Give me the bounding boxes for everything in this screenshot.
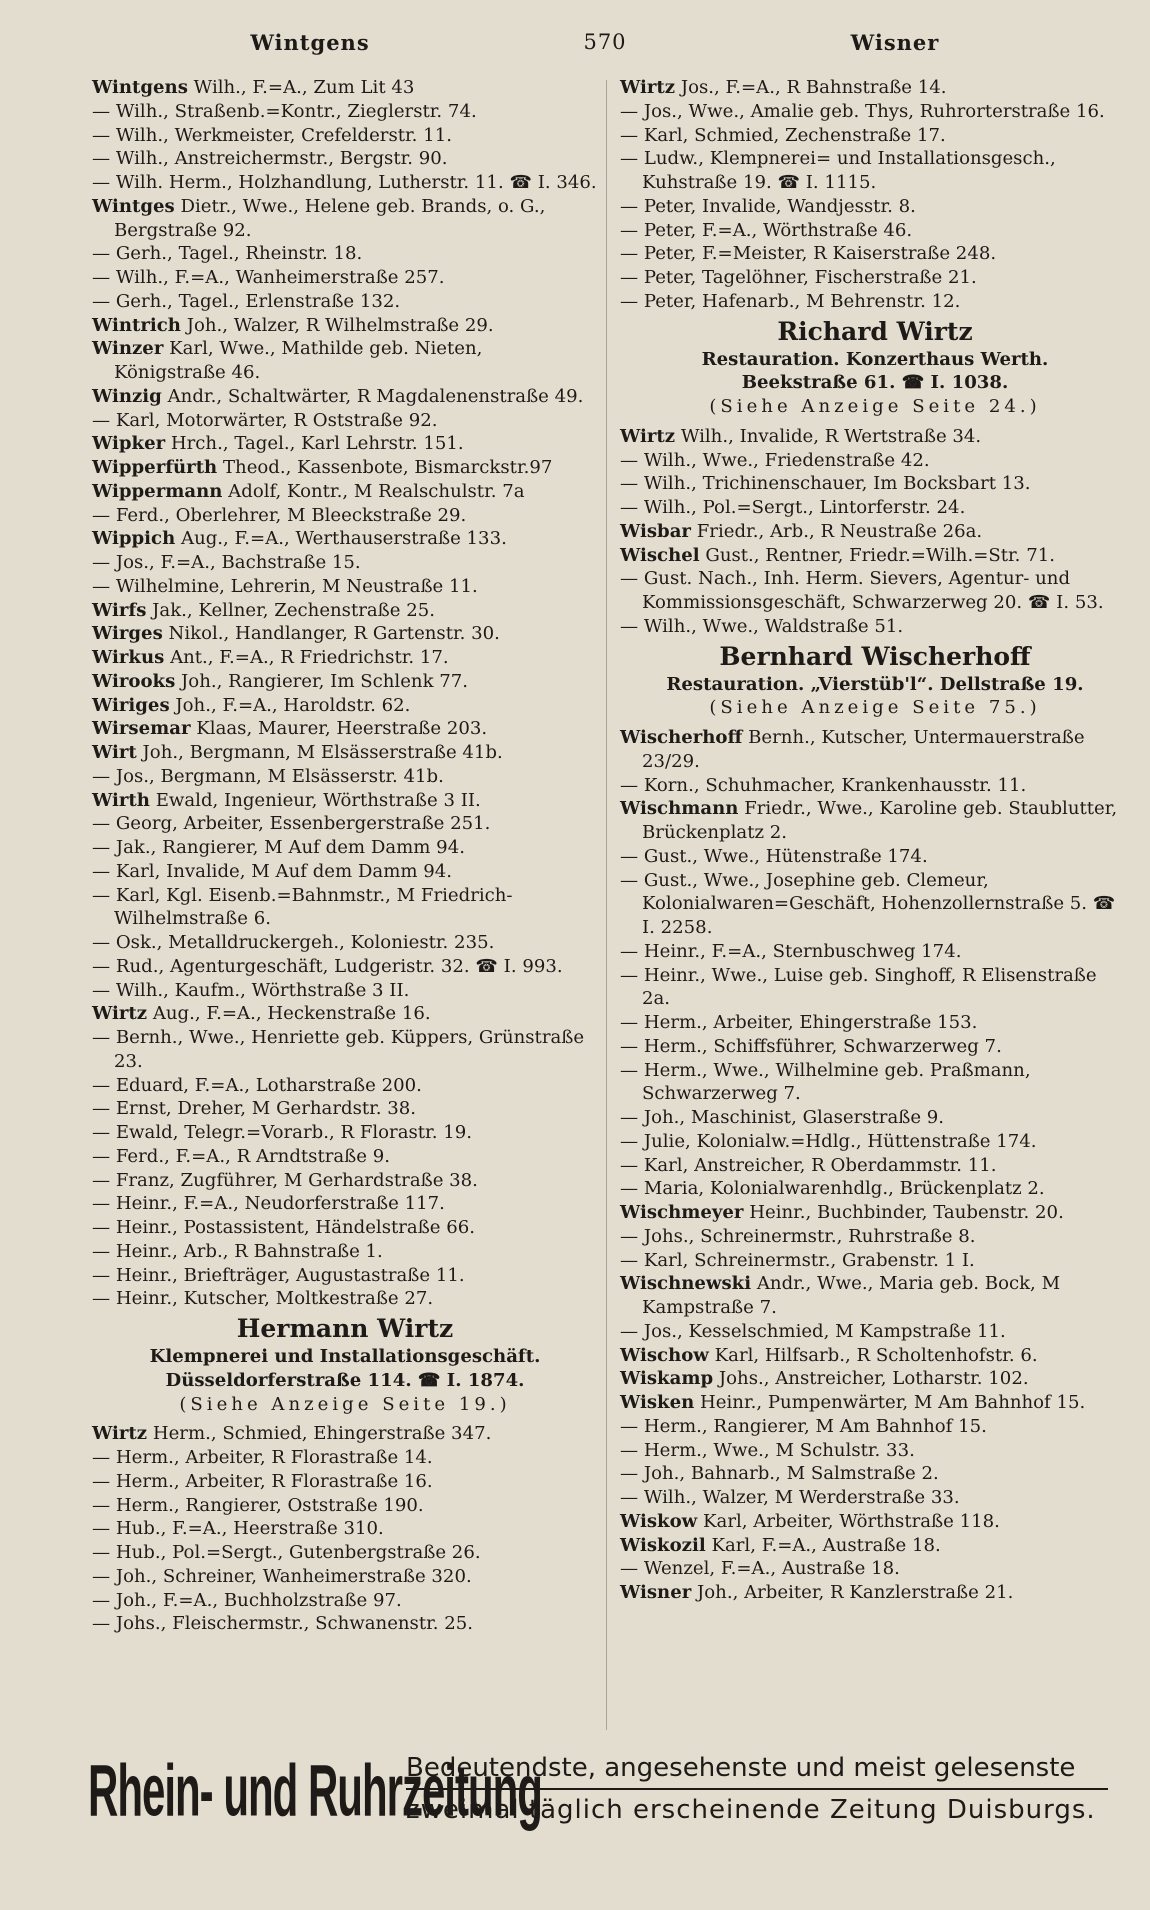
entry-details: — Maria, Kolonialwarenhdlg., Brückenplatz 2. <box>620 1178 1045 1200</box>
entry-details: — Ludw., Klempnerei= und Installationsgesch., Kuhstraße 19. ☎ I. 1115. <box>620 148 1056 193</box>
newspaper-name: Rhein- und Ruhrzeitung <box>88 1749 542 1832</box>
entry-details: Heinr., Buchbinder, Taubenstr. 20. <box>749 1202 1064 1223</box>
directory-entry <box>620 615 1130 639</box>
entry-details: — Wilh., Anstreichermstr., Bergstr. 90. <box>92 148 448 170</box>
entry-details: Karl, Arbeiter, Wörthstraße 118. <box>703 1510 1000 1532</box>
entry-surname: Wiskozil <box>620 1534 706 1556</box>
entry-details: Joh., Rangierer, Im Schlenk 77. <box>181 670 469 692</box>
directory-entry <box>92 1589 598 1613</box>
directory-entry <box>92 171 598 195</box>
directory-entry <box>92 1446 598 1470</box>
directory-entry <box>92 1494 598 1518</box>
advertiser-address: Beekstraße 61. ☎ I. 1038. <box>741 372 1009 394</box>
entry-details: — Jos., F.=A., Bachstraße 15. <box>92 552 361 573</box>
entry-details: Theod., Kassenbote, Bismarckstr.97 <box>222 457 553 478</box>
directory-entry <box>92 409 598 433</box>
entry-details: Ant., F.=A., R Friedrichstr. 17. <box>170 647 449 668</box>
entry-surname: Wirtz <box>620 425 676 447</box>
entry-details: — Wilh., Kaufm., Wörthstraße 3 II. <box>92 979 410 1001</box>
entry-details: Hrch., Tagel., Karl Lehrstr. 151. <box>170 433 464 455</box>
directory-entry <box>92 575 598 599</box>
directory-entry <box>92 195 598 243</box>
entry-details: — Ernst, Dreher, M Gerhardstr. 38. <box>92 1098 417 1120</box>
entry-details: — Wilhelmine, Lehrerin, M Neustraße 11. <box>92 575 478 597</box>
business-advertisement <box>620 316 1130 419</box>
directory-entry <box>92 242 598 266</box>
running-header-right: Wisner <box>850 30 940 55</box>
directory-entry <box>620 1154 1130 1178</box>
advertiser-business: Restauration. Konzerthaus Werth. <box>701 348 1049 370</box>
entry-details: — Peter, F.=A., Wörthstraße 46. <box>620 219 913 241</box>
entry-surname: Wirtz <box>620 77 676 98</box>
entry-details: — Ferd., F.=A., R Arndtstraße 9. <box>92 1145 390 1167</box>
directory-entry <box>92 955 598 979</box>
entry-surname: Wisner <box>620 1582 692 1603</box>
entry-details: — Joh., Maschinist, Glaserstraße 9. <box>620 1107 945 1128</box>
entry-details: — Herm., Wwe., M Schulstr. 33. <box>620 1439 915 1461</box>
entry-details: — Karl, Kgl. Eisenb.=Bahnmstr., M Friedrich-Wilhelmstraße 6. <box>92 884 513 930</box>
directory-entry <box>620 567 1130 615</box>
entry-details: — Jak., Rangierer, M Auf dem Damm 94. <box>92 837 465 858</box>
directory-entry <box>620 1059 1130 1107</box>
directory-entry <box>92 1216 598 1240</box>
directory-entry <box>620 1225 1130 1249</box>
directory-entry <box>620 1035 1130 1059</box>
advertisement-reference: (Siehe Anzeige Seite 75.) <box>709 697 1041 719</box>
entry-surname: Wischerhoff <box>620 727 743 748</box>
entry-details: Aug., F.=A., Werthauserstraße 133. <box>181 528 507 550</box>
entry-details: — Eduard, F.=A., Lotharstraße 200. <box>92 1074 422 1096</box>
directory-entry <box>92 1422 598 1446</box>
directory-entry <box>92 432 598 456</box>
directory-entry <box>620 195 1130 219</box>
entry-surname: Wirth <box>92 789 150 811</box>
directory-entry <box>92 527 598 551</box>
entry-details: — Hub., F.=A., Heerstraße 310. <box>92 1518 384 1540</box>
entry-surname: Wirooks <box>92 670 176 692</box>
entry-surname: Wirt <box>92 742 137 763</box>
directory-entry <box>620 869 1130 940</box>
directory-entry <box>92 741 598 765</box>
directory-entry <box>620 1011 1130 1035</box>
entry-surname: Winzer <box>92 338 164 360</box>
entry-details: Herm., Schmied, Ehingerstraße 347. <box>152 1423 492 1445</box>
directory-entry <box>620 1557 1130 1581</box>
entry-surname: Wischnewski <box>620 1273 752 1295</box>
directory-entry <box>92 1097 598 1121</box>
directory-entry <box>92 1612 598 1636</box>
entry-details: — Herm., Wwe., Wilhelmine geb. Praßmann, Schwarzerweg 7. <box>620 1059 1031 1105</box>
directory-entry <box>92 979 598 1003</box>
entry-details: — Peter, Hafenarb., M Behrenstr. 12. <box>620 290 961 312</box>
directory-entry <box>92 599 598 623</box>
advertisement-line-2: zweimal täglich erscheinende Zeitung Duisburgs. <box>406 1795 1096 1825</box>
directory-entry <box>92 290 598 314</box>
directory-entry <box>620 266 1130 290</box>
entry-details: Heinr., Pumpenwärter, M Am Bahnhof 15. <box>700 1392 1086 1413</box>
entry-surname: Winzig <box>92 385 162 407</box>
entry-surname: Wipperfürth <box>92 457 218 478</box>
entry-details: — Gust. Nach., Inh. Herm. Sievers, Agentur- und Kommissionsgeschäft, Schwarzerweg 20. ☎ I. 53. <box>620 568 1104 613</box>
entry-surname: Wintges <box>92 195 175 217</box>
advertisement-reference: (Siehe Anzeige Seite 24.) <box>709 396 1041 417</box>
entry-details: — Herm., Rangierer, M Am Bahnhof 15. <box>620 1415 987 1437</box>
entry-surname: Wischow <box>620 1344 709 1366</box>
directory-entry <box>620 520 1130 544</box>
directory-entry <box>92 1240 598 1264</box>
entry-surname: Wipker <box>92 433 166 455</box>
entry-details: — Joh., F.=A., Buchholzstraße 97. <box>92 1589 402 1611</box>
directory-entry <box>620 1249 1130 1273</box>
entry-surname: Wirges <box>92 623 163 645</box>
directory-entry <box>92 670 598 694</box>
entry-details: — Franz, Zugführer, M Gerhardstraße 38. <box>92 1169 478 1191</box>
directory-entry <box>620 449 1130 473</box>
directory-entry <box>620 1201 1130 1225</box>
entry-details: — Wilh., Wwe., Waldstraße 51. <box>620 615 904 637</box>
entry-details: Andr., Wwe., Maria geb. Bock, M Kampstraße 7. <box>642 1273 1061 1318</box>
entry-details: — Wilh. Herm., Holzhandlung, Lutherstr. 11. ☎ I. 346. <box>92 172 597 193</box>
entry-details: Karl, F.=A., Austraße 18. <box>711 1534 941 1556</box>
directory-entry <box>620 425 1130 449</box>
directory-entry <box>620 1177 1130 1201</box>
entry-details: Gust., Rentner, Friedr.=Wilh.=Str. 71. <box>705 544 1055 566</box>
entry-details: Karl, Wwe., Mathilde geb. Nieten, Königstraße 46. <box>114 338 483 383</box>
entry-details: — Gust., Wwe., Hütenstraße 174. <box>620 845 928 867</box>
entry-surname: Wisken <box>620 1392 695 1413</box>
entry-details: — Gerh., Tagel., Erlenstraße 132. <box>92 290 401 312</box>
entry-details: Dietr., Wwe., Helene geb. Brands, o. G., Bergstraße 92. <box>114 195 546 241</box>
entry-details: Wilh., F.=A., Zum Lit 43 <box>193 77 415 98</box>
directory-entry <box>620 1462 1130 1486</box>
entry-details: — Wilh., Pol.=Sergt., Lintorferstr. 24. <box>620 497 966 518</box>
entry-surname: Wischmann <box>620 798 739 820</box>
entry-details: — Wilh., Walzer, M Werderstraße 33. <box>620 1487 960 1508</box>
entry-details: — Wilh., Werkmeister, Crefelderstr. 11. <box>92 124 452 146</box>
entry-details: — Heinr., F.=A., Neudorferstraße 117. <box>92 1193 445 1215</box>
entry-details: Joh., F.=A., Haroldstr. 62. <box>175 694 411 716</box>
directory-entry <box>620 1534 1130 1558</box>
entry-details: — Peter, Invalide, Wandjesstr. 8. <box>620 195 916 217</box>
entry-details: — Heinr., F.=A., Sternbuschweg 174. <box>620 940 962 962</box>
entry-details: — Korn., Schuhmacher, Krankenhausstr. 11. <box>620 774 1027 796</box>
directory-entry <box>92 337 598 385</box>
entry-details: Jak., Kellner, Zechenstraße 25. <box>152 599 435 621</box>
entry-details: — Bernh., Wwe., Henriette geb. Küppers, Grünstraße 23. <box>92 1027 585 1072</box>
running-header-left: Wintgens <box>250 30 370 55</box>
directory-entry <box>92 1074 598 1098</box>
directory-entry <box>620 147 1130 195</box>
entry-details: — Johs., Schreinermstr., Ruhrstraße 8. <box>620 1225 976 1247</box>
entry-details: — Karl, Invalide, M Auf dem Damm 94. <box>92 860 453 882</box>
directory-entry <box>620 1439 1130 1463</box>
entry-surname: Wisbar <box>620 520 691 542</box>
entry-details: Joh., Walzer, R Wilhelmstraße 29. <box>186 314 494 336</box>
entry-details: — Johs., Fleischermstr., Schwanenstr. 25. <box>92 1613 474 1635</box>
entry-details: — Jos., Kesselschmied, M Kampstraße 11. <box>620 1320 1006 1342</box>
entry-details: — Julie, Kolonialw.=Hdlg., Hüttenstraße 174. <box>620 1130 1037 1152</box>
entry-details: — Osk., Metalldruckergeh., Koloniestr. 235. <box>92 932 495 953</box>
entry-surname: Wirtz <box>92 1423 148 1445</box>
entry-details: — Herm., Arbeiter, Ehingerstraße 153. <box>620 1012 978 1033</box>
entry-details: — Heinr., Kutscher, Moltkestraße 27. <box>92 1288 434 1310</box>
entry-details: — Wilh., Trichinenschauer, Im Bocksbart 13. <box>620 473 1031 495</box>
directory-entry <box>620 774 1130 798</box>
entry-surname: Wischel <box>620 544 700 566</box>
entry-details: Bernh., Kutscher, Untermauerstraße 23/29. <box>642 727 1085 772</box>
directory-entry <box>92 694 598 718</box>
advertisement-line-1: Bedeutendste, angesehenste und meist gelesenste <box>406 1748 1108 1790</box>
entry-details: — Peter, Tagelöhner, Fischerstraße 21. <box>620 267 977 288</box>
directory-entry <box>92 1002 598 1026</box>
directory-entry <box>92 480 598 504</box>
directory-entry <box>92 1026 598 1074</box>
directory-entry <box>620 1510 1130 1534</box>
directory-entry <box>620 1367 1130 1391</box>
directory-entry <box>92 266 598 290</box>
directory-entry <box>92 860 598 884</box>
left-column <box>92 76 598 1636</box>
entry-details: — Peter, F.=Meister, R Kaiserstraße 248. <box>620 243 997 265</box>
entry-details: — Herm., Arbeiter, R Florastraße 16. <box>92 1470 433 1492</box>
directory-entry <box>620 797 1130 845</box>
entry-details: Karl, Hilfsarb., R Scholtenhofstr. 6. <box>714 1344 1038 1366</box>
directory-entry <box>620 1391 1130 1415</box>
entry-details: — Joh., Schreiner, Wanheimerstraße 320. <box>92 1565 472 1587</box>
entry-details: — Jos., Bergmann, M Elsässerstr. 41b. <box>92 765 444 787</box>
advertiser-business: Restauration. „Vierstüb'l“. Dellstraße 19. <box>666 673 1084 695</box>
entry-details: — Wilh., Straßenb.=Kontr., Zieglerstr. 74. <box>92 100 477 122</box>
directory-entry <box>620 219 1130 243</box>
entry-details: Friedr., Wwe., Karoline geb. Staublutter, Brückenplatz 2. <box>642 798 1118 843</box>
directory-entry <box>92 456 598 480</box>
directory-entry <box>92 884 598 932</box>
directory-entry <box>92 1541 598 1565</box>
entry-details: — Ferd., Oberlehrer, M Bleeckstraße 29. <box>92 504 467 526</box>
entry-details: — Gust., Wwe., Josephine geb. Clemeur, Kolonialwaren=Geschäft, Hohenzollernstraße 5. ☎ I. 2258. <box>620 869 1116 938</box>
entry-surname: Wirsemar <box>92 718 191 740</box>
entry-details: — Hub., Pol.=Sergt., Gutenbergstraße 26. <box>92 1542 481 1563</box>
entry-details: — Herm., Rangierer, Oststraße 190. <box>92 1494 424 1516</box>
entry-surname: Wirkus <box>92 647 165 668</box>
entry-details: — Heinr., Postassistent, Händelstraße 66. <box>92 1217 476 1238</box>
directory-entry <box>620 964 1130 1012</box>
entry-details: — Georg, Arbeiter, Essenbergerstraße 251. <box>92 813 491 835</box>
entry-details: Joh., Bergmann, M Elsässerstraße 41b. <box>142 742 503 763</box>
advertiser-name: Bernhard Wischerhoff <box>719 641 1031 671</box>
entry-details: Aug., F.=A., Heckenstraße 16. <box>152 1003 431 1025</box>
entry-surname: Wintgens <box>92 77 188 98</box>
directory-entry <box>620 242 1130 266</box>
directory-entry <box>92 124 598 148</box>
directory-entry <box>620 726 1130 774</box>
directory-entry <box>92 1145 598 1169</box>
directory-entry <box>92 76 598 100</box>
entry-surname: Wintrich <box>92 314 181 336</box>
entry-details: — Karl, Schmied, Zechenstraße 17. <box>620 124 946 146</box>
directory-entry <box>92 1517 598 1541</box>
directory-entry <box>92 1192 598 1216</box>
entry-surname: Wippich <box>92 528 176 550</box>
entry-surname: Wiskamp <box>620 1368 714 1390</box>
entry-details: — Rud., Agenturgeschäft, Ludgeristr. 32. ☎ I. 993. <box>92 955 563 977</box>
entry-details: — Wilh., Wwe., Friedenstraße 42. <box>620 449 930 471</box>
directory-entry <box>92 622 598 646</box>
business-advertisement <box>92 1313 598 1416</box>
directory-entry <box>92 1169 598 1193</box>
entry-details: Nikol., Handlanger, R Gartenstr. 30. <box>168 623 500 645</box>
entry-details: — Wenzel, F.=A., Austraße 18. <box>620 1558 900 1580</box>
directory-entry <box>92 789 598 813</box>
directory-entry <box>620 496 1130 520</box>
directory-entry <box>92 765 598 789</box>
directory-entry <box>92 931 598 955</box>
directory-entry <box>92 1565 598 1589</box>
directory-entry <box>620 1415 1130 1439</box>
entry-details: Joh., Arbeiter, R Kanzlerstraße 21. <box>697 1582 1014 1603</box>
directory-entry <box>620 1486 1130 1510</box>
entry-surname: Wirfs <box>92 599 147 621</box>
entry-details: Andr., Schaltwärter, R Magdalenenstraße 49. <box>167 385 584 407</box>
directory-entry <box>620 845 1130 869</box>
directory-entry <box>92 147 598 171</box>
entry-details: — Wilh., F.=A., Wanheimerstraße 257. <box>92 267 445 288</box>
advertiser-business: Klempnerei und Installationsgeschäft. <box>149 1346 541 1367</box>
directory-entry <box>620 1106 1130 1130</box>
directory-entry <box>620 1320 1130 1344</box>
directory-entry <box>92 1287 598 1311</box>
entry-details: — Jos., Wwe., Amalie geb. Thys, Ruhrorterstraße 16. <box>620 100 1105 122</box>
directory-entry <box>92 100 598 124</box>
entry-surname: Wirtz <box>92 1003 148 1025</box>
directory-entry <box>92 812 598 836</box>
entry-surname: Wischmeyer <box>620 1202 744 1223</box>
entry-surname: Wiriges <box>92 694 170 716</box>
entry-details: — Heinr., Wwe., Luise geb. Singhoff, R Elisenstraße 2a. <box>620 964 1097 1010</box>
entry-details: — Heinr., Briefträger, Augustastraße 11. <box>92 1264 465 1286</box>
entry-details: — Karl, Schreinermstr., Grabenstr. 1 I. <box>620 1249 975 1271</box>
directory-entry <box>620 544 1130 568</box>
directory-entry <box>620 76 1130 100</box>
entry-details: Jos., F.=A., R Bahnstraße 14. <box>680 77 947 98</box>
directory-entry <box>620 1130 1130 1154</box>
advertiser-name: Richard Wirtz <box>777 316 973 346</box>
entry-details: Friedr., Arb., R Neustraße 26a. <box>696 520 983 542</box>
directory-entry <box>92 314 598 338</box>
directory-entry <box>92 717 598 741</box>
directory-entry <box>620 940 1130 964</box>
entry-details: Wilh., Invalide, R Wertstraße 34. <box>680 425 982 447</box>
directory-entry <box>620 472 1130 496</box>
entry-details: Ewald, Ingenieur, Wörthstraße 3 II. <box>155 789 481 811</box>
entry-surname: Wippermann <box>92 480 223 502</box>
entry-details: — Karl, Anstreicher, R Oberdammstr. 11. <box>620 1154 997 1176</box>
business-advertisement <box>620 641 1130 721</box>
directory-entry <box>620 290 1130 314</box>
directory-entry <box>92 1264 598 1288</box>
directory-entry <box>620 1344 1130 1368</box>
advertisement-text <box>406 1748 1108 1830</box>
advertisement-reference: (Siehe Anzeige Seite 19.) <box>179 1393 511 1415</box>
newspaper-advertisement <box>88 1738 1108 1846</box>
directory-entry <box>92 1121 598 1145</box>
page-number: 570 <box>583 30 627 54</box>
entry-details: — Herm., Schiffsführer, Schwarzerweg 7. <box>620 1035 1002 1057</box>
directory-entry <box>92 646 598 670</box>
entry-details: — Joh., Bahnarb., M Salmstraße 2. <box>620 1463 939 1485</box>
entry-details: Adolf, Kontr., M Realschulstr. 7a <box>228 480 525 502</box>
directory-entry <box>620 1272 1130 1320</box>
directory-entry <box>92 1470 598 1494</box>
directory-entry <box>92 385 598 409</box>
entry-details: — Gerh., Tagel., Rheinstr. 18. <box>92 243 363 265</box>
entry-details: — Heinr., Arb., R Bahnstraße 1. <box>92 1240 383 1262</box>
entry-details: — Karl, Motorwärter, R Oststraße 92. <box>92 409 438 431</box>
entry-details: Johs., Anstreicher, Lotharstr. 102. <box>718 1368 1029 1390</box>
entry-surname: Wiskow <box>620 1510 698 1532</box>
entry-details: Klaas, Maurer, Heerstraße 203. <box>196 718 488 740</box>
advertiser-address: Düsseldorferstraße 114. ☎ I. 1874. <box>165 1369 525 1391</box>
directory-entry <box>620 124 1130 148</box>
directory-entry <box>92 836 598 860</box>
advertiser-name: Hermann Wirtz <box>236 1314 454 1343</box>
directory-entry <box>92 504 598 528</box>
entry-details: — Herm., Arbeiter, R Florastraße 14. <box>92 1447 433 1468</box>
column-divider <box>606 80 607 1730</box>
directory-entry <box>620 100 1130 124</box>
directory-entry <box>92 551 598 575</box>
right-column <box>620 76 1130 1605</box>
directory-entry <box>620 1581 1130 1605</box>
entry-details: — Ewald, Telegr.=Vorarb., R Florastr. 19. <box>92 1122 472 1143</box>
